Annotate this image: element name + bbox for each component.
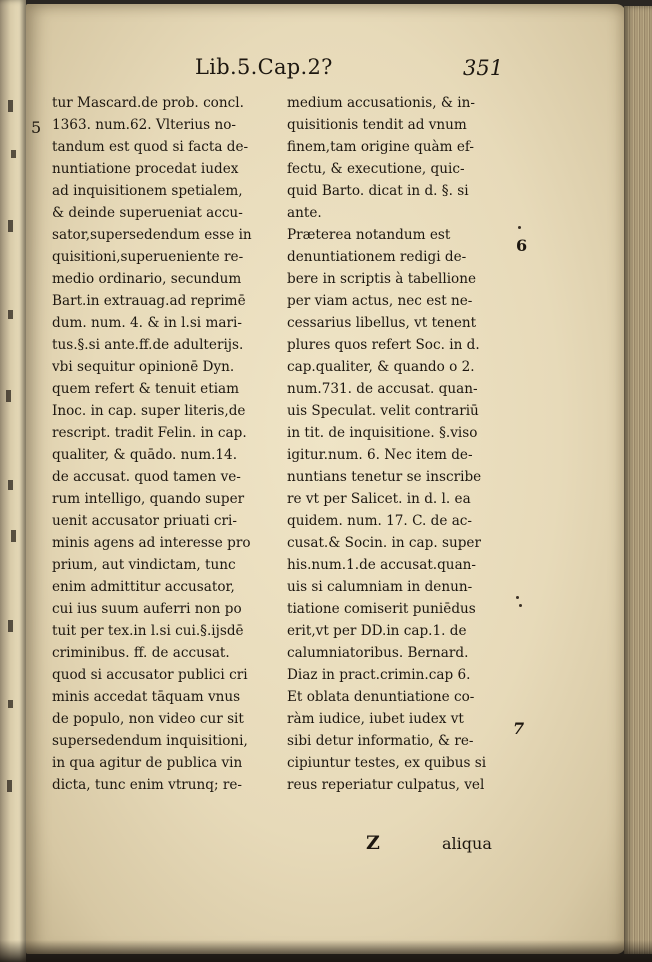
left-text-column xyxy=(52,92,276,796)
bottom-shadow xyxy=(0,940,652,962)
text-line: calumniatoribus. Bernard. xyxy=(287,645,469,661)
text-line: quod si accusator publici cri xyxy=(52,667,248,683)
text-line: ante. xyxy=(287,205,322,221)
right-text-column xyxy=(287,92,509,796)
text-line: enim admittitur accusator, xyxy=(52,579,235,595)
text-line: sibi detur informatio, & re- xyxy=(287,733,474,749)
text-line: cusat.& Socin. in cap. super xyxy=(287,535,481,551)
running-title: Lib.5.Cap.2? xyxy=(195,55,333,79)
text-line: nuntiatione procedat iudex xyxy=(52,161,239,177)
text-line: reus reperiatur culpatus, vel xyxy=(287,777,485,793)
text-line: plures quos refert Soc. in d. xyxy=(287,337,480,353)
text-line: 1363. num.62. Vlterius no- xyxy=(52,117,237,133)
text-line: de accusat. quod tamen ve- xyxy=(52,469,241,485)
text-line: dum. num. 4. & in l.si mari- xyxy=(52,315,242,331)
text-line: ad inquisitionem spetialem, xyxy=(52,183,243,199)
text-line: Diaz in pract.crimin.cap 6. xyxy=(287,667,471,683)
text-line: Inoc. in cap. super literis,de xyxy=(52,403,246,419)
text-line: vbi sequitur opinionē Dyn. xyxy=(52,359,235,375)
text-line: quisitionis tendit ad vnum xyxy=(287,117,467,133)
text-line: fectu, & executione, quic- xyxy=(287,161,465,177)
text-line: bere in scriptis à tabellione xyxy=(287,271,477,287)
text-line: uis Speculat. velit contrariū xyxy=(287,403,479,419)
text-line: num.731. de accusat. quan- xyxy=(287,381,478,397)
text-line: re vt per Salicet. in d. l. ea xyxy=(287,491,471,507)
text-line: igitur.num. 6. Nec item de- xyxy=(287,447,473,463)
text-line: cap.qualiter, & quando o 2. xyxy=(287,359,475,375)
text-line: dicta, tunc enim vtrunq; re- xyxy=(52,777,243,793)
text-line: criminibus. ff. de accusat. xyxy=(52,645,230,661)
text-line: supersedendum inquisitioni, xyxy=(52,733,248,749)
text-line: quisitioni,superueniente re- xyxy=(52,249,244,265)
text-line: rum intelligo, quando super xyxy=(52,491,245,507)
text-line: sator,supersedendum esse in xyxy=(52,227,252,243)
catchword: aliqua xyxy=(442,834,492,853)
text-line: cipiuntur testes, ex quibus si xyxy=(287,755,487,771)
text-line: prium, aut vindictam, tunc xyxy=(52,557,236,573)
text-line: cui ius suum auferri non po xyxy=(52,601,242,617)
text-line: tur Mascard.de prob. concl. xyxy=(52,95,244,111)
text-line: uenit accusator priuati cri- xyxy=(52,513,237,529)
text-line: minis accedat tāquam vnus xyxy=(52,689,241,705)
text-line: tuit per tex.in l.si cui.§.ijsdē xyxy=(52,623,244,639)
text-line: minis agens ad interesse pro xyxy=(52,535,251,551)
margin-note-5: 5 xyxy=(31,118,42,137)
signature-mark: Z xyxy=(366,832,380,854)
text-line: his.num.1.de accusat.quan- xyxy=(287,557,477,573)
text-line: ràm iudice, iubet iudex vt xyxy=(287,711,464,727)
text-line: quem refert & tenuit etiam xyxy=(52,381,240,397)
text-line: erit,vt per DD.in cap.1. de xyxy=(287,623,467,639)
facing-page-edge xyxy=(0,0,26,962)
text-line: Præterea notandum est xyxy=(287,227,451,243)
text-line: uis si calumniam in denun- xyxy=(287,579,473,595)
text-line: finem,tam origine quàm ef- xyxy=(287,139,475,155)
text-line: qualiter, & quādo. num.14. xyxy=(52,447,238,463)
text-line: tiatione comiserit puniēdus xyxy=(287,601,476,617)
text-line: de populo, non video cur sit xyxy=(52,711,244,727)
text-line: medio ordinario, secundum xyxy=(52,271,242,287)
page-fore-edge xyxy=(624,6,652,954)
text-line: tus.§.si ante.ff.de adulterijs. xyxy=(52,337,244,353)
text-line: rescript. tradit Felin. in cap. xyxy=(52,425,247,441)
text-line: nuntians tenetur se inscribe xyxy=(287,469,482,485)
margin-note-6: 6 xyxy=(516,236,528,255)
text-line: medium accusationis, & in- xyxy=(287,95,475,111)
folio-number: 351 xyxy=(463,56,504,80)
text-line: & deinde superueniat accu- xyxy=(52,205,243,221)
text-line: quid Barto. dicat in d. §. si xyxy=(287,183,469,199)
text-line: tandum est quod si facta de- xyxy=(52,139,249,155)
text-line: denuntiationem redigi de- xyxy=(287,249,467,265)
text-line: per viam actus, nec est ne- xyxy=(287,293,473,309)
text-line: in tit. de inquisitione. §.viso xyxy=(287,425,478,441)
facing-page-bleed-marks xyxy=(2,60,22,910)
margin-note-7: 7 xyxy=(513,719,525,738)
text-line: Et oblata denuntiatione co- xyxy=(287,689,475,705)
text-line: in qua agitur de publica vin xyxy=(52,755,243,771)
text-line: Bart.in extrauag.ad reprimē xyxy=(52,293,246,309)
text-line: cessarius libellus, vt tenent xyxy=(287,315,477,331)
text-line: quidem. num. 17. C. de ac- xyxy=(287,513,473,529)
